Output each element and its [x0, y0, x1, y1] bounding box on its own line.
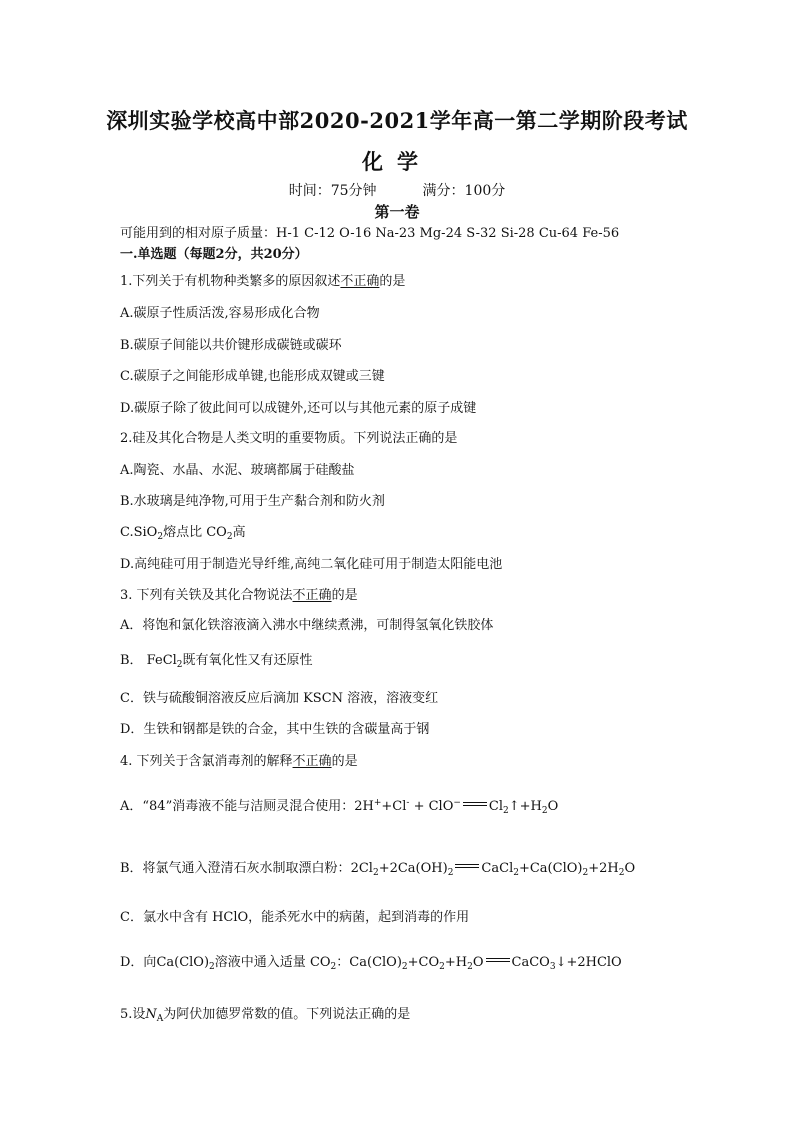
equals-sign	[463, 802, 487, 806]
question-1-option-c: C.碳原子之间能形成单键,也能形成双键或三键	[120, 369, 385, 384]
question-2-option-d: D.高纯硅可用于制造光导纤维,高纯二氧化硅可用于制造太阳能电池	[120, 557, 503, 572]
question-2-option-a: A.陶瓷、水晶、水泥、玻璃都属于硅酸盐	[120, 463, 355, 478]
question-3-option-a: A．将饱和氯化铁溶液滴入沸水中继续煮沸，可制得氢氧化铁胶体	[120, 618, 494, 633]
question-4-option-a: A．“84”消毒液不能与洁厕灵混合使用：2H++Cl- + ClO− $Cl_2↑+H_2O$	[120, 798, 559, 816]
exam-meta	[0, 180, 794, 200]
question-2-option-c: C.SiO$_2$熔点比 $CO_2$高	[120, 525, 246, 542]
equals-sign	[455, 864, 479, 868]
question-1-option-d: D.碳原子除了彼此间可以成键外,还可以与其他元素的原子成键	[120, 401, 477, 416]
question-4-stem: 4. 下列关于含氯消毒剂的解释不正确的是	[120, 754, 358, 769]
atomic-masses: 可能用到的相对原子质量：H-1 C-12 O-16 Na-23 Mg-24 S-32 Si-28 Cu-64 Fe-56	[120, 226, 620, 241]
question-2-option-b: B.水玻璃是纯净物,可用于生产黏合剂和防火剂	[120, 494, 385, 509]
equals-sign	[486, 958, 510, 962]
subject-title: 化学	[362, 149, 432, 174]
question-3-option-b: B． FeCl$_2$既有氧化性又有还原性	[120, 653, 313, 670]
question-4-option-c: C．氯水中含有 HClO，能杀死水中的病菌，起到消毒的作用	[120, 910, 470, 925]
question-1-option-a: A.碳原子性质活泼,容易形成化合物	[120, 306, 320, 321]
question-4-option-b: B．将氯气通入澄清石灰水制取漂白粉：$2Cl_2+2Ca(OH)_2$ $CaCl_2+Ca(ClO)_2+2H_2O$	[120, 861, 636, 878]
question-5-stem: 5.设$N_A$为阿伏加德罗常数的值。下列说法正确的是	[120, 1007, 411, 1024]
question-1-stem: 1.下列关于有机物种类繁多的原因叙述不正确的是	[120, 274, 406, 289]
part-heading: 第一卷	[374, 203, 420, 221]
question-2-stem: 2.硅及其化合物是人类文明的重要物质。下列说法正确的是	[120, 431, 458, 446]
section-heading: 一.单选题（每题2分，共20分）	[120, 247, 308, 262]
question-3-option-c: C．铁与硫酸铜溶液反应后滴加 KSCN 溶液，溶液变红	[120, 691, 439, 706]
time-limit: 时间：75分钟	[288, 183, 377, 199]
question-4-option-d: D．向$Ca(ClO)_2$溶液中通入适量 $CO_2$：$Ca(ClO)_2+CO_2+H_2O$ CaCO$_3$↓+2HClO	[120, 955, 622, 972]
question-3-option-d: D．生铁和钢都是铁的合金，其中生铁的含碳量高于钢	[120, 722, 430, 737]
full-score: 满分：100分	[422, 183, 506, 199]
question-3-stem: 3. 下列有关铁及其化合物说法不正确的是	[120, 588, 358, 603]
question-1-option-b: B.碳原子间能以共价键形成碳链或碳环	[120, 338, 342, 353]
exam-title: 深圳实验学校高中部2020-2021学年高一第二学期阶段考试	[106, 108, 688, 133]
